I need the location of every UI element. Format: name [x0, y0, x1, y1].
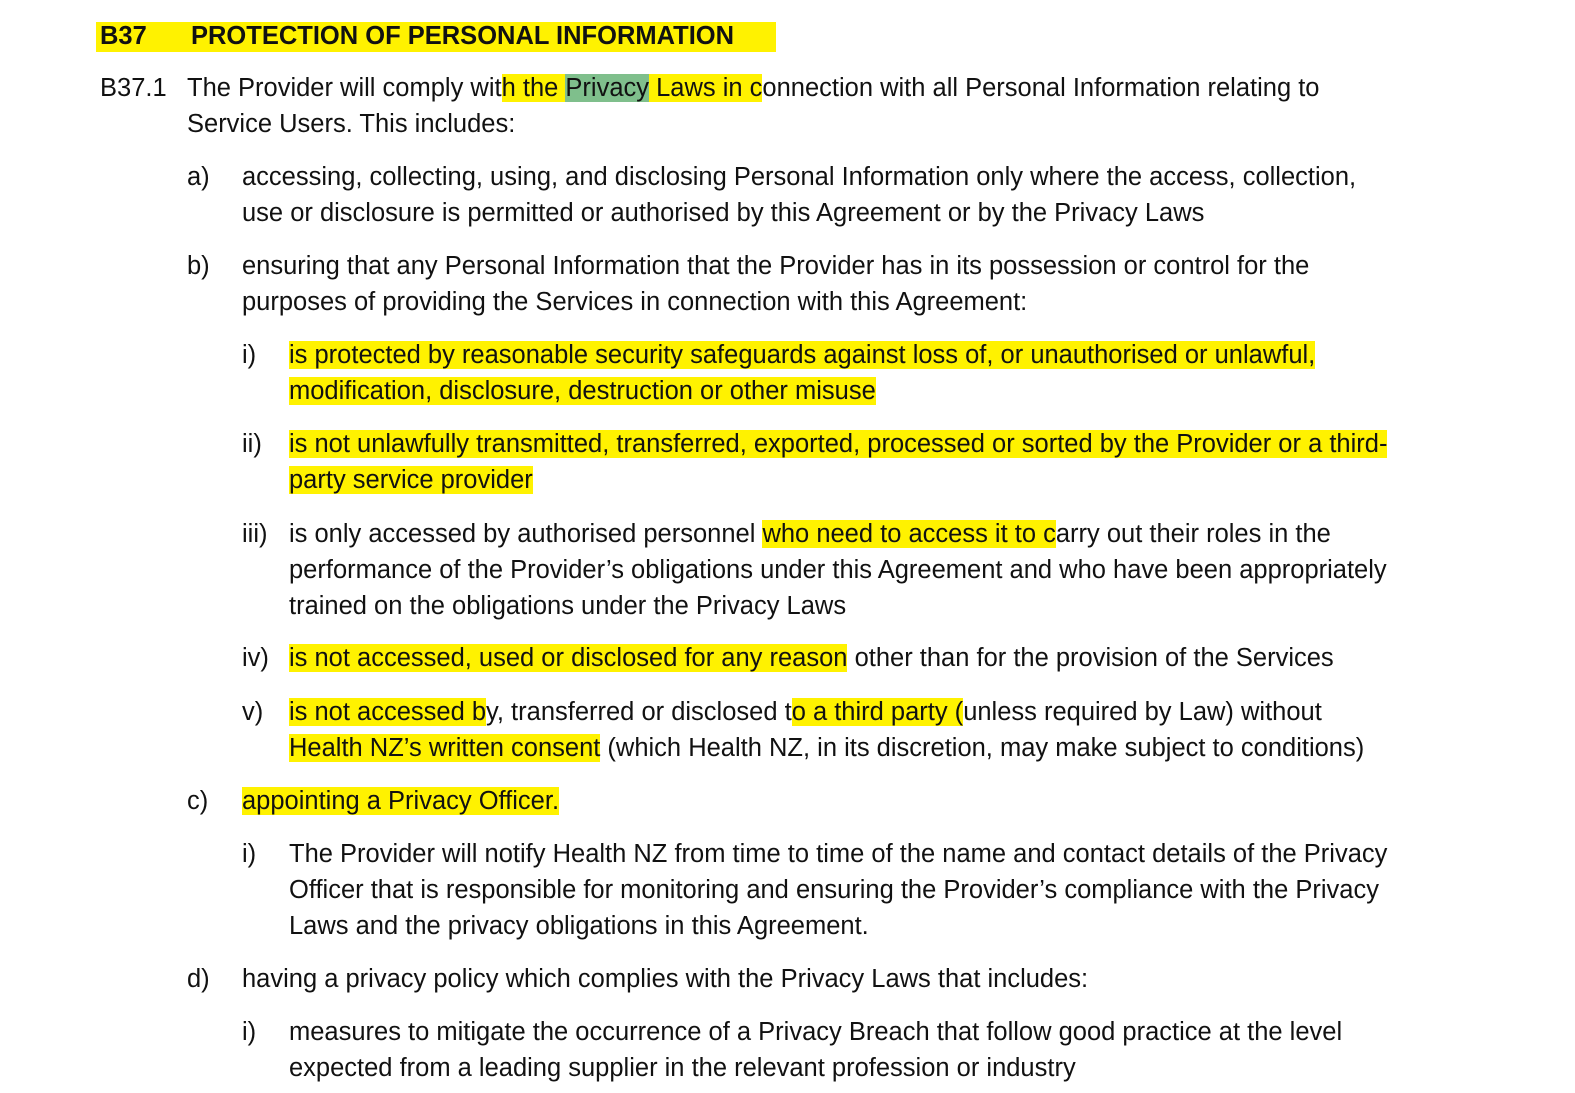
subitem-line: performance of the Provider’s obligations under this Agreement and who have been appropriately: [289, 556, 1387, 584]
clause-text: [187, 70, 1319, 142]
item-line: use or disclosure is permitted or authorised by this Agreement or by the Privacy Laws: [242, 199, 1205, 227]
subitem-line: expected from a leading supplier in the relevant profession or industry: [289, 1054, 1076, 1082]
text-run: y, transferred or disclosed t: [486, 698, 792, 726]
item-text: [242, 248, 1309, 320]
subitem-line: trained on the obligations under the Privacy Laws: [289, 592, 847, 620]
item-line: ensuring that any Personal Information that the Provider has in its possession or control for the: [242, 252, 1310, 280]
subitem-label: i): [242, 1018, 257, 1046]
section-title: PROTECTION OF PERSONAL INFORMATION: [191, 22, 735, 50]
item-text: [242, 159, 1356, 231]
item-label: b): [187, 252, 210, 280]
subitem-text: [289, 836, 1387, 944]
subitem-line: Officer that is responsible for monitoring and ensuring the Provider’s compliance with the Privacy: [289, 876, 1379, 904]
subitem-text: [289, 694, 1364, 766]
highlight-run: appointing a Privacy Officer.: [242, 787, 560, 815]
subitem-line: [289, 373, 1315, 409]
subitem-line: [289, 426, 1387, 462]
highlight-run: is not accessed b: [289, 698, 487, 726]
highlight-run-green: Privacy: [565, 74, 650, 102]
text-run: arry out their roles in the: [1055, 520, 1331, 548]
subitem-line: Laws and the privacy obligations in this Agreement.: [289, 912, 869, 940]
item-label: a): [187, 163, 210, 191]
subitem-text: [289, 337, 1315, 409]
highlight-run: is not accessed, used or disclosed for any reason: [289, 644, 848, 672]
item-line: accessing, collecting, using, and disclosing Personal Information only where the access, collection,: [242, 163, 1357, 191]
section-heading: [96, 20, 734, 52]
highlight-run: is not unlawfully transmitted, transferred, exported, processed or sorted by the Provider or a third-: [289, 430, 1388, 458]
item-line: purposes of providing the Services in connection with this Agreement:: [242, 288, 1028, 316]
subitem-text: [289, 516, 1387, 624]
clause-number: B37.1: [100, 74, 167, 102]
subitem-line: [289, 516, 1387, 552]
subitem-label: i): [242, 840, 257, 868]
item-line: [242, 783, 559, 819]
subitem-label: ii): [242, 430, 262, 458]
text-run: (which Health NZ, in its discretion, may make subject to conditions): [600, 734, 1365, 762]
subitem-label: iv): [242, 644, 269, 672]
subitem-line: The Provider will notify Health NZ from time to time of the name and contact details of the Privacy: [289, 840, 1388, 868]
subitem-line: [289, 640, 1334, 676]
highlight-run: who need to access it to c: [762, 520, 1056, 548]
subitem-label: iii): [242, 520, 268, 548]
item-text: [242, 961, 1088, 997]
highlight-run: o a third party (: [791, 698, 964, 726]
highlight-run: h the: [501, 74, 566, 102]
clause-line: [187, 70, 1319, 106]
highlight-run: Laws in c: [649, 74, 763, 102]
highlight-run: Health NZ’s written consent: [289, 734, 601, 762]
text-run: unless required by Law) without: [963, 698, 1322, 726]
subitem-line: [289, 337, 1315, 373]
text-run: onnection with all Personal Information relating to: [762, 74, 1320, 102]
text-run: is only accessed by authorised personnel: [289, 520, 763, 548]
subitem-line: [289, 730, 1364, 766]
item-label: d): [187, 965, 210, 993]
text-run: other than for the provision of the Services: [847, 644, 1334, 672]
item-text: [242, 783, 559, 819]
clause-line: Service Users. This includes:: [187, 110, 516, 138]
subitem-text: [289, 1014, 1342, 1086]
section-number: B37: [100, 22, 147, 50]
subitem-line: [289, 694, 1364, 730]
subitem-text: [289, 640, 1334, 676]
subitem-line: [289, 462, 1387, 498]
subitem-text: [289, 426, 1387, 498]
subitem-label: i): [242, 341, 257, 369]
item-line: having a privacy policy which complies with the Privacy Laws that includes:: [242, 965, 1089, 993]
highlight-run: party service provider: [289, 466, 533, 494]
subitem-label: v): [242, 698, 264, 726]
item-label: c): [187, 787, 209, 815]
text-run: The Provider will comply wit: [187, 74, 502, 102]
highlight-run: is protected by reasonable security safeguards against loss of, or unauthorised or unlawful,: [289, 341, 1316, 369]
subitem-line: measures to mitigate the occurrence of a Privacy Breach that follow good practice at the level: [289, 1018, 1343, 1046]
highlight-run: modification, disclosure, destruction or other misuse: [289, 377, 876, 405]
